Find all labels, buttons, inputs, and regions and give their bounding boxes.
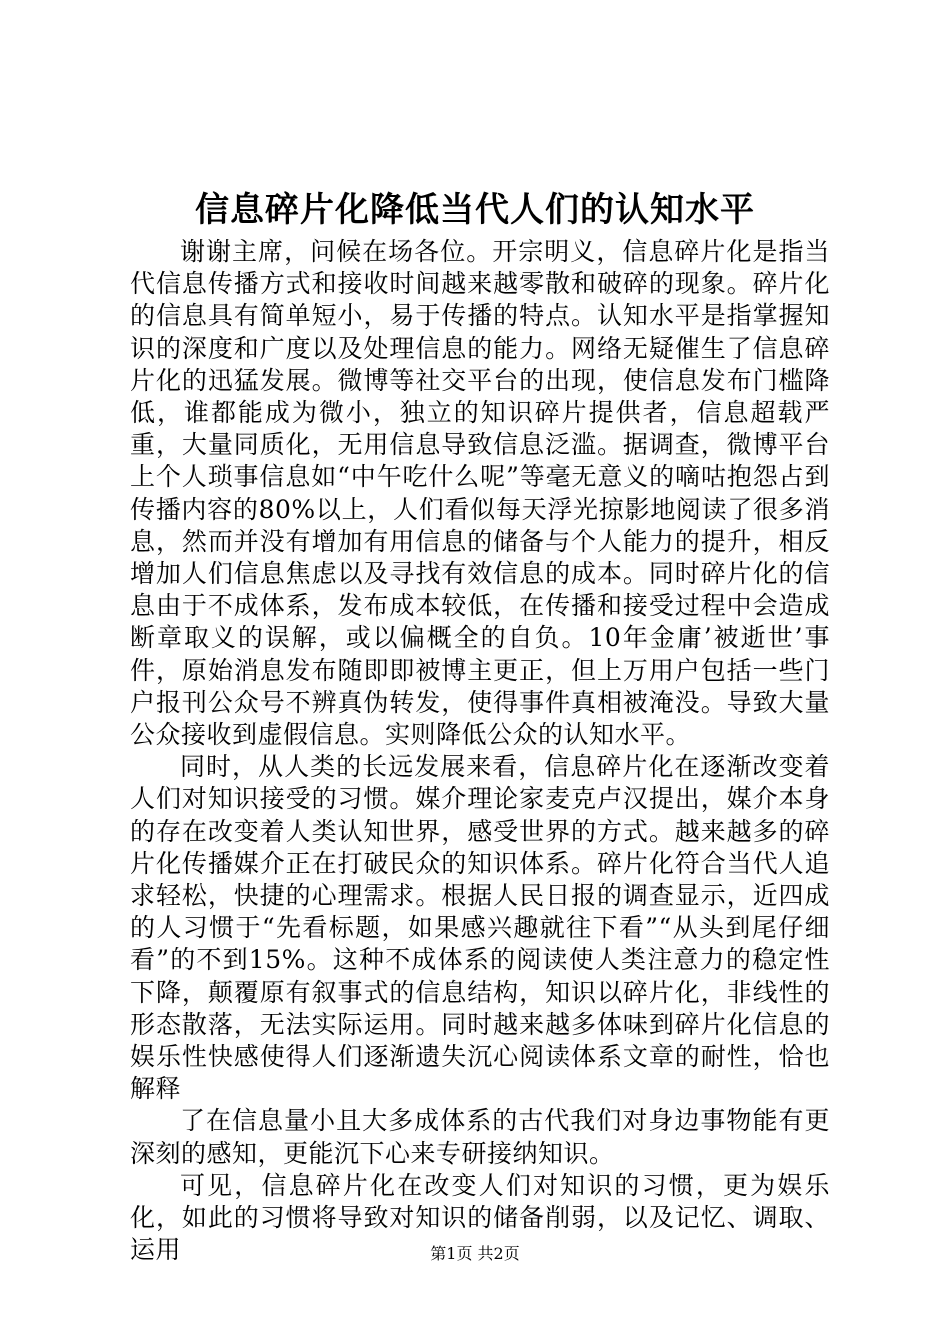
document-title: 信息碎片化降低当代人们的认知水平 (195, 190, 755, 230)
page-footer: 第1页 共2页 (430, 1244, 520, 1263)
body-paragraph-2: 同时，从人类的长远发展来看，信息碎片化在逐渐改变着人们对知识接受的习惯。媒介理论家麦克卢汉提出，媒介本身的存在改变着人类认知世界，感受世界的方式。越来越多的碎片化传播媒介正在打破民众的知识体系。碎片化符合当代人追求轻松，快捷的心理需求。根据人民日报的调查显示，近四成的人习惯于“先看标题，如果感兴趣就往下看”“从头到尾仔细看”的不到15%。这种不成体系的阅读使人类注意力的稳定性下降，颠覆原有叙事式的信息结构，知识以碎片化，非线性的形态散落，无法实际运用。同时越来越多体味到碎片化信息的娱乐性快感使得人们逐渐遗失沉心阅读体系文章的耐性，恰也解释 (130, 752, 830, 1104)
body-paragraph-4: 可见，信息碎片化在改变人们对知识的习惯，更为娱乐化，如此的习惯将导致对知识的储备削弱，以及记忆、调取、运用 (130, 1170, 830, 1265)
body-paragraph-1: 谢谢主席，问候在场各位。开宗明义，信息碎片化是指当代信息传播方式和接收时间越来越零散和破碎的现象。碎片化的信息具有简单短小，易于传播的特点。认知水平是指掌握知识的深度和广度以及处理信息的能力。网络无疑催生了信息碎片化的迅猛发展。微博等社交平台的出现，使信息发布门槛降低，谁都能成为微小，独立的知识碎片提供者，信息超载严重，大量同质化，无用信息导致信息泛滥。据调查，微博平台上个人琐事信息如“中午吃什么呢”等毫无意义的嘀咕抱怨占到传播内容的80%以上，人们看似每天浮光掠影地阅读了很多消息，然而并没有增加有用信息的储备与个人能力的提升，相反增加人们信息焦虑以及寻找有效信息的成本。同时碎片化的信息由于不成体系，发布成本较低，在传播和接受过程中会造成断章取义的误解，或以偏概全的自负。10年金庸’被逝世’事件，原始消息发布随即即被博主更正，但上万用户包括一些门户报刊公众号不辨真伪转发，使得事件真相被淹没。导致大量公众接收到虚假信息。实则降低公众的认知水平。 (130, 237, 830, 750)
document-body (130, 236, 830, 1267)
body-paragraph-3: 了在信息量小且大多成体系的古代我们对身边事物能有更深刻的感知，更能沉下心来专研接纳知识。 (130, 1106, 830, 1168)
